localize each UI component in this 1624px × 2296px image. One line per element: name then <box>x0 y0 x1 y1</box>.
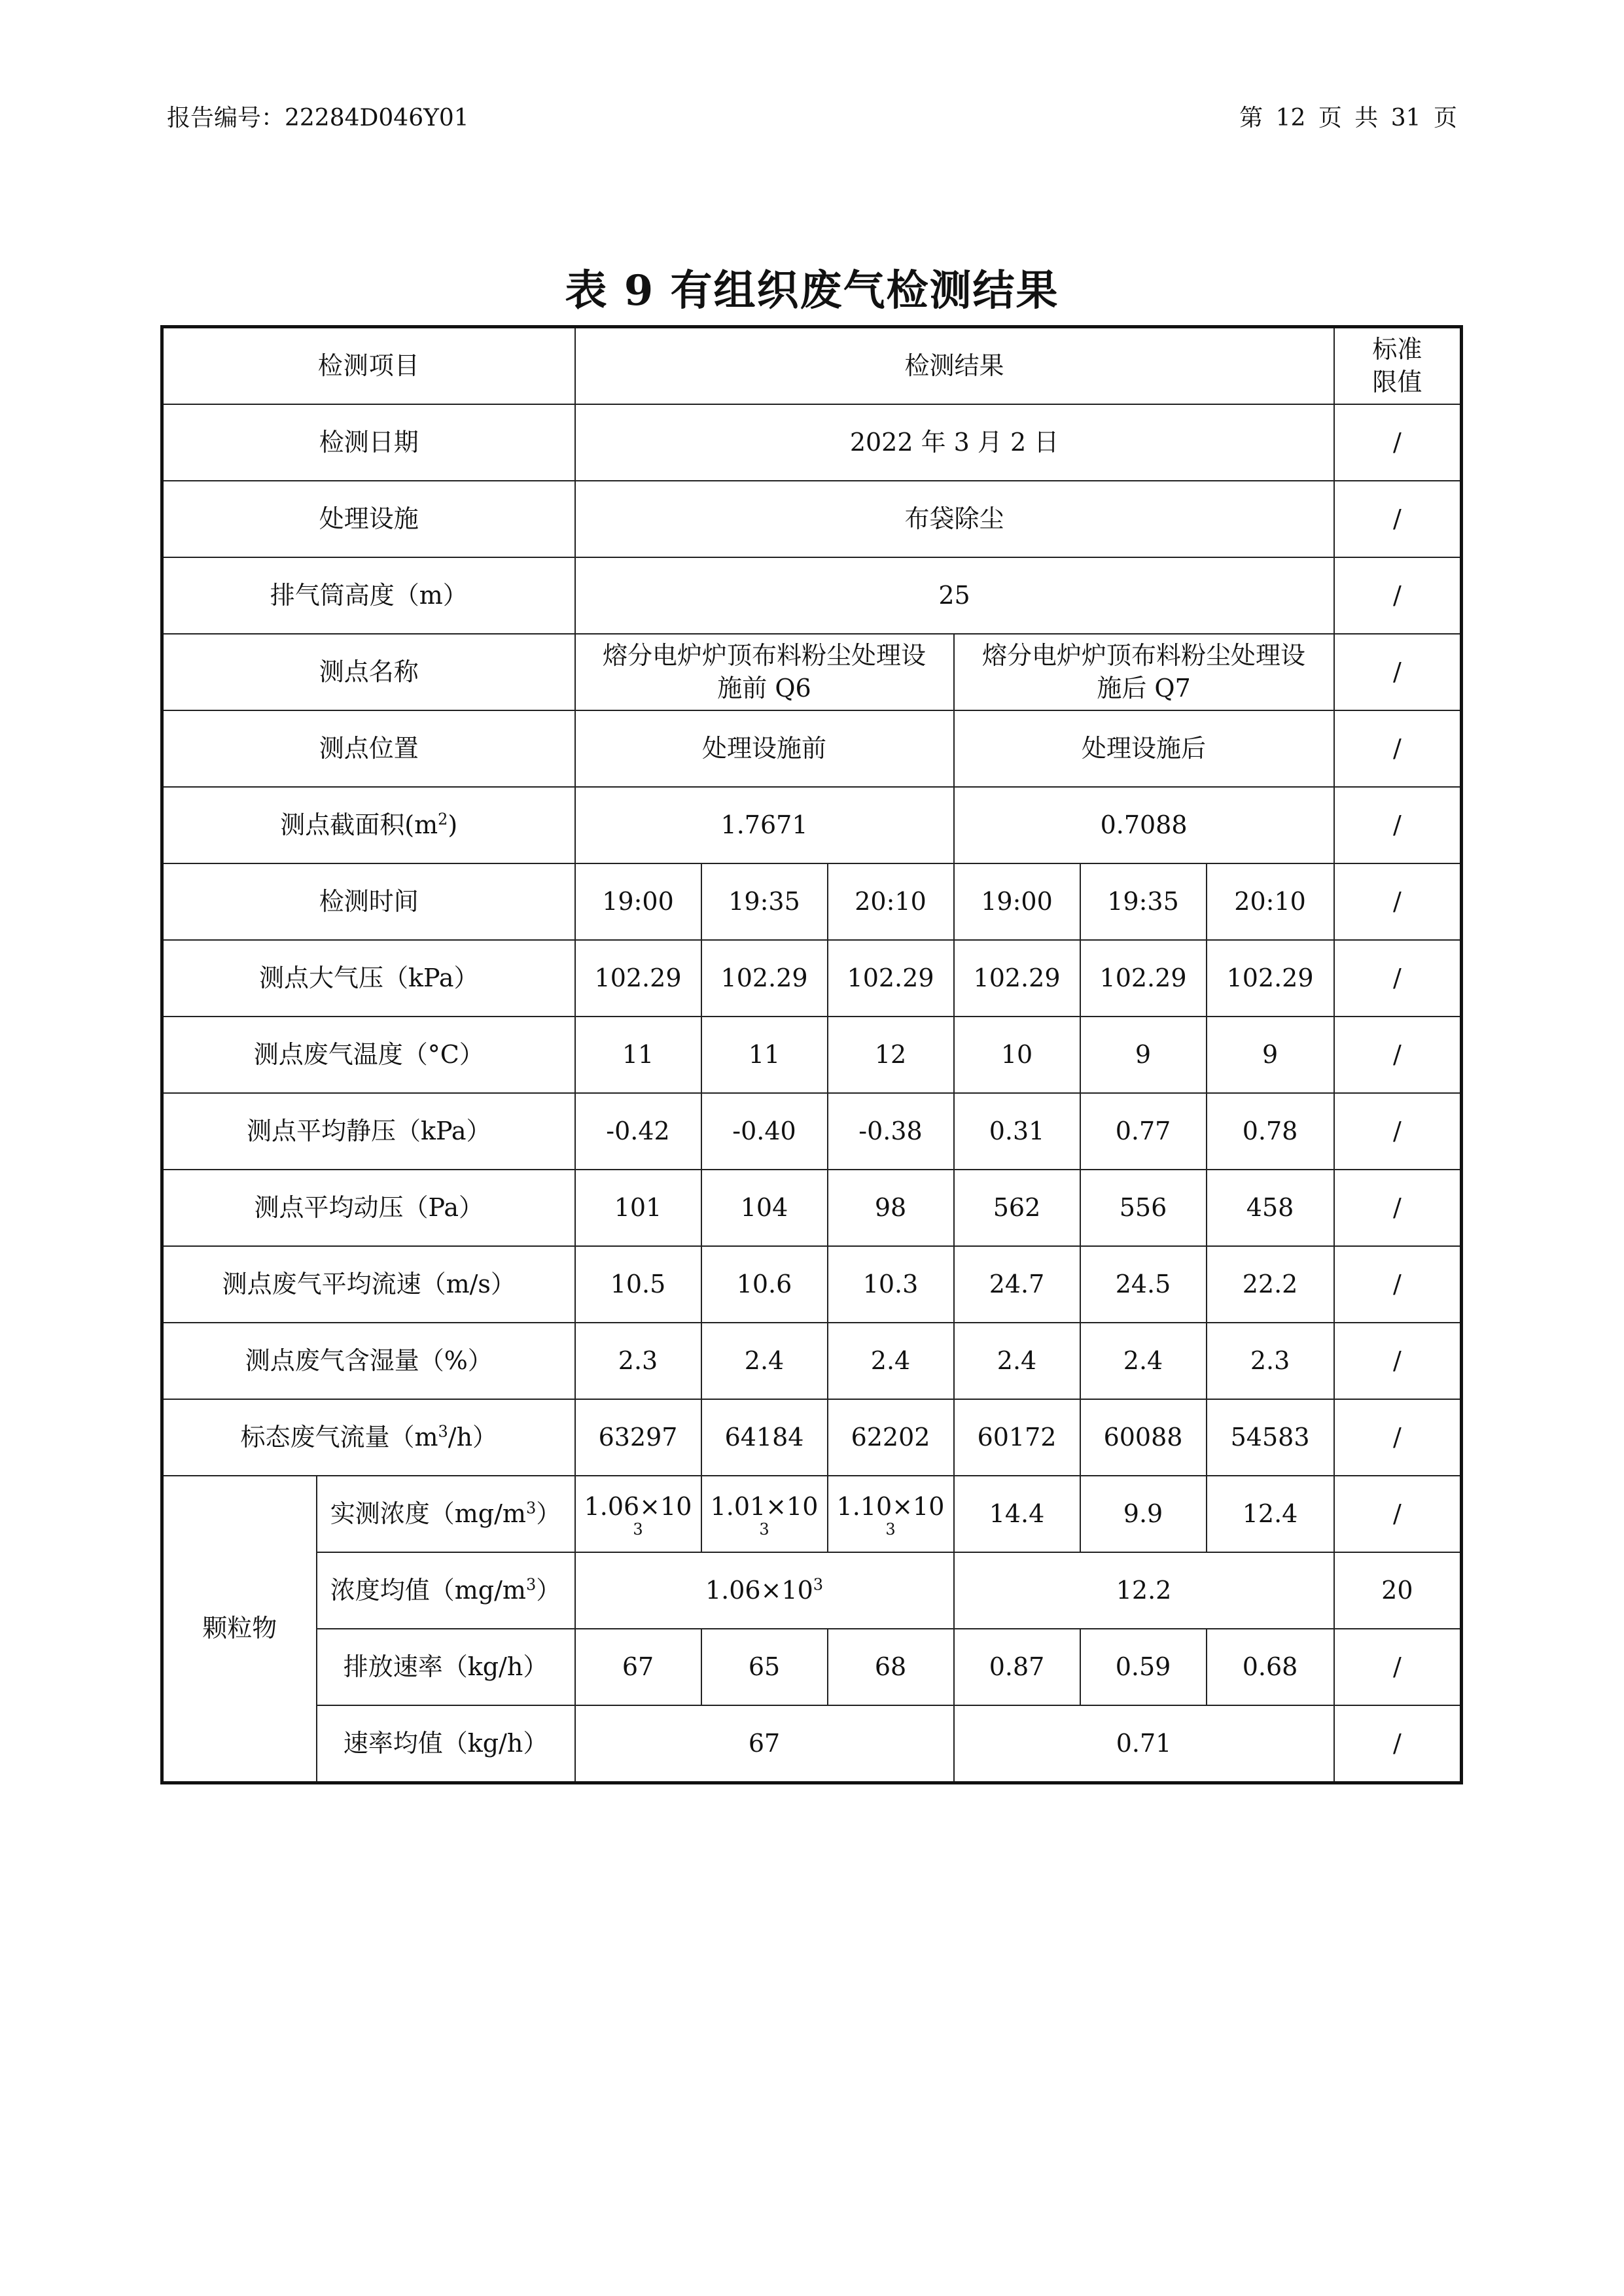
table-cell: 62202 <box>828 1399 954 1476</box>
table-cell <box>701 1476 828 1552</box>
table-cell: 2.4 <box>828 1323 954 1399</box>
table-cell: 102.29 <box>1080 940 1207 1017</box>
row-label <box>317 1552 575 1629</box>
report-number: 报告编号：22284D046Y01 <box>167 105 469 131</box>
limit-cell: / <box>1334 481 1462 557</box>
limit-cell: / <box>1334 634 1462 710</box>
table-cell <box>575 1476 701 1552</box>
table-cell: -0.42 <box>575 1093 701 1170</box>
conc-label-sup: 3 <box>525 1499 537 1518</box>
table-cell: 60172 <box>954 1399 1080 1476</box>
limit-cell: / <box>1334 1323 1462 1399</box>
table-cell: 101 <box>575 1170 701 1246</box>
limit-cell: / <box>1334 1093 1462 1170</box>
table-cell: 24.5 <box>1080 1246 1207 1323</box>
conc-avg-exponent: 3 <box>813 1575 824 1594</box>
table-title: 表 9 有组织废气检测结果 <box>565 266 1059 315</box>
limit-cell: / <box>1334 1629 1462 1705</box>
table-cell: 9 <box>1080 1017 1207 1093</box>
table-cell: 0.78 <box>1207 1093 1334 1170</box>
table-cell: 65 <box>701 1629 828 1705</box>
row-label: 检测时间 <box>162 863 575 940</box>
table-cell <box>828 1476 954 1552</box>
table-cell: 2.3 <box>575 1323 701 1399</box>
particulate-label: 颗粒物 <box>162 1476 317 1783</box>
table-cell: 102.29 <box>701 940 828 1017</box>
limit-cell: / <box>1334 863 1462 940</box>
header-result: 检测结果 <box>575 327 1334 405</box>
table-row <box>162 1093 1462 1170</box>
table-row <box>162 1323 1462 1399</box>
table-cell: 98 <box>828 1170 954 1246</box>
area-label-end: ) <box>448 810 458 839</box>
table-row <box>162 1629 1462 1705</box>
table-cell: 68 <box>828 1629 954 1705</box>
table-cell: 11 <box>701 1017 828 1093</box>
table-cell: 104 <box>701 1170 828 1246</box>
limit-cell: / <box>1334 1246 1462 1323</box>
row-label: 处理设施 <box>162 481 575 557</box>
table-cell: 2.4 <box>954 1323 1080 1399</box>
table-cell: 10.6 <box>701 1246 828 1323</box>
table-cell: 14.4 <box>954 1476 1080 1552</box>
conc-mantissa: 1.10×10 <box>836 1491 945 1521</box>
table-cell: 458 <box>1207 1170 1334 1246</box>
limit-cell: / <box>1334 557 1462 634</box>
facility-value: 布袋除尘 <box>575 481 1334 557</box>
table-cell: 22.2 <box>1207 1246 1334 1323</box>
row-label <box>317 1476 575 1552</box>
table-cell: 19:00 <box>575 863 701 940</box>
row-label: 测点废气平均流速（m/s） <box>162 1246 575 1323</box>
table-row <box>162 1017 1462 1093</box>
height-value: 25 <box>575 557 1334 634</box>
table-cell: 556 <box>1080 1170 1207 1246</box>
table-cell: -0.38 <box>828 1093 954 1170</box>
row-label: 速率均值（kg/h） <box>317 1705 575 1783</box>
limit-cell: / <box>1334 404 1462 481</box>
row-label <box>162 1399 575 1476</box>
row-label: 测点名称 <box>162 634 575 710</box>
conc-exponent: 3 <box>885 1520 896 1539</box>
row-label: 排气筒高度（m） <box>162 557 575 634</box>
table-row <box>162 1476 1462 1552</box>
table-row <box>162 327 1462 405</box>
table-cell: 63297 <box>575 1399 701 1476</box>
date-value: 2022 年 3 月 2 日 <box>575 404 1334 481</box>
table-cell: 54583 <box>1207 1399 1334 1476</box>
row-label: 测点大气压（kPa） <box>162 940 575 1017</box>
conc-mantissa: 1.01×10 <box>710 1491 819 1521</box>
table-row <box>162 1705 1462 1783</box>
table-cell: 10 <box>954 1017 1080 1093</box>
conc-mantissa: 1.06×10 <box>584 1491 692 1521</box>
table-cell: -0.40 <box>701 1093 828 1170</box>
conc-exponent: 3 <box>759 1520 769 1539</box>
table-cell: 0.68 <box>1207 1629 1334 1705</box>
table-cell: 20:10 <box>828 863 954 940</box>
table-cell: 9.9 <box>1080 1476 1207 1552</box>
conc-avg-label-end: ） <box>536 1575 561 1605</box>
table-cell: 0.87 <box>954 1629 1080 1705</box>
table-cell: 0.59 <box>1080 1629 1207 1705</box>
table-cell: 0.31 <box>954 1093 1080 1170</box>
table-row <box>162 787 1462 863</box>
table-row <box>162 1170 1462 1246</box>
table-cell: 562 <box>954 1170 1080 1246</box>
table-row <box>162 557 1462 634</box>
limit-cell: / <box>1334 1017 1462 1093</box>
area-before: 1.7671 <box>575 787 954 863</box>
page-info: 第 12 页 共 31 页 <box>1239 105 1457 131</box>
rate-avg-after: 0.71 <box>954 1705 1334 1783</box>
table-cell: 10.3 <box>828 1246 954 1323</box>
limit-cell: / <box>1334 1476 1462 1552</box>
conc-avg-label-text: 浓度均值（mg/m <box>330 1575 526 1605</box>
row-label: 测点废气温度（°C） <box>162 1017 575 1093</box>
conc-exponent: 3 <box>633 1520 643 1539</box>
table-cell: 19:35 <box>1080 863 1207 940</box>
rate-avg-before: 67 <box>575 1705 954 1783</box>
table-cell: 102.29 <box>954 940 1080 1017</box>
table-cell: 11 <box>575 1017 701 1093</box>
conc-avg-label-sup: 3 <box>525 1575 537 1594</box>
point-name-after: 熔分电炉炉顶布料粉尘处理设施后 Q7 <box>954 634 1334 710</box>
table-row <box>162 863 1462 940</box>
point-name-before: 熔分电炉炉顶布料粉尘处理设施前 Q6 <box>575 634 954 710</box>
table-row <box>162 1399 1462 1476</box>
table-cell: 2.3 <box>1207 1323 1334 1399</box>
header-limit: 标准限值 <box>1334 327 1462 405</box>
row-label: 测点平均静压（kPa） <box>162 1093 575 1170</box>
row-label: 测点废气含湿量（%） <box>162 1323 575 1399</box>
table-cell: 9 <box>1207 1017 1334 1093</box>
table-cell: 102.29 <box>828 940 954 1017</box>
table-row <box>162 404 1462 481</box>
conc-avg-before <box>575 1552 954 1629</box>
table-row <box>162 1552 1462 1629</box>
table-cell: 60088 <box>1080 1399 1207 1476</box>
table-cell: 10.5 <box>575 1246 701 1323</box>
table-cell: 12 <box>828 1017 954 1093</box>
table-cell: 0.77 <box>1080 1093 1207 1170</box>
flow-label-text: 标态废气流量（m <box>240 1422 438 1452</box>
position-after: 处理设施后 <box>954 710 1334 787</box>
limit-cell: / <box>1334 1399 1462 1476</box>
exhaust-gas-result-table <box>160 325 1463 1784</box>
row-label <box>162 787 575 863</box>
table-cell: 12.4 <box>1207 1476 1334 1552</box>
table-cell: 102.29 <box>1207 940 1334 1017</box>
position-before: 处理设施前 <box>575 710 954 787</box>
row-label: 测点位置 <box>162 710 575 787</box>
limit-cell: / <box>1334 940 1462 1017</box>
row-label: 排放速率（kg/h） <box>317 1629 575 1705</box>
table-cell: 64184 <box>701 1399 828 1476</box>
area-label-sup: 2 <box>438 810 448 829</box>
limit-cell: / <box>1334 1170 1462 1246</box>
row-label: 检测日期 <box>162 404 575 481</box>
table-cell: 2.4 <box>1080 1323 1207 1399</box>
area-label-text: 测点截面积(m <box>280 810 438 839</box>
table-row <box>162 1246 1462 1323</box>
conc-label-end: ） <box>536 1499 561 1528</box>
table-row <box>162 710 1462 787</box>
area-after: 0.7088 <box>954 787 1334 863</box>
table-cell: 24.7 <box>954 1246 1080 1323</box>
table-cell: 102.29 <box>575 940 701 1017</box>
row-label: 测点平均动压（Pa） <box>162 1170 575 1246</box>
header-item: 检测项目 <box>162 327 575 405</box>
table-row <box>162 940 1462 1017</box>
flow-label-sup: 3 <box>438 1422 448 1441</box>
table-cell: 19:35 <box>701 863 828 940</box>
conc-avg-after: 12.2 <box>954 1552 1334 1629</box>
limit-cell: / <box>1334 1705 1462 1783</box>
limit-cell: / <box>1334 787 1462 863</box>
table-cell: 20:10 <box>1207 863 1334 940</box>
conc-avg-mantissa: 1.06×10 <box>705 1575 813 1605</box>
table-cell: 67 <box>575 1629 701 1705</box>
table-row <box>162 481 1462 557</box>
limit-cell: 20 <box>1334 1552 1462 1629</box>
table-cell: 2.4 <box>701 1323 828 1399</box>
conc-label-text: 实测浓度（mg/m <box>330 1499 526 1528</box>
flow-label-end: /h） <box>448 1422 498 1452</box>
table-row <box>162 634 1462 710</box>
table-cell: 19:00 <box>954 863 1080 940</box>
limit-cell: / <box>1334 710 1462 787</box>
